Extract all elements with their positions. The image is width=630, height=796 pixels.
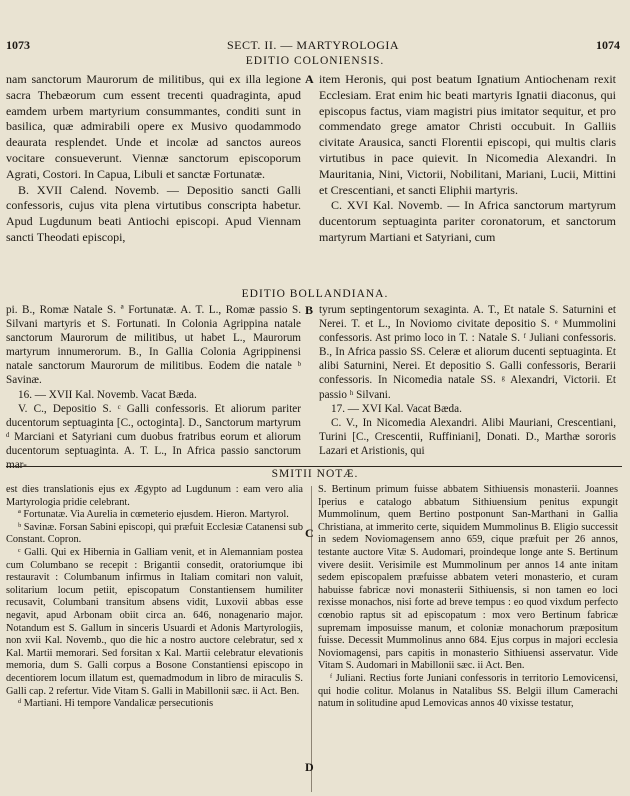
margin-letter: B (305, 303, 314, 317)
paragraph: C. XVI Kal. Novemb. — In Africa sanctorum martyrum ducentorum septuaginta pariter coronatorum, et sanctorum martyrum Martiani et Satyriani, cum (319, 198, 616, 244)
paragraph: pi. B., Romæ Natale S. ª Fortunatæ. A. T. L., Romæ passio S. Silvani martyris et S. Fortunati. In Colonia Agrippina natale sanctorum Maurorum de militibus, ut habet L., Maurorum martyrum innumerorum. B., In Gallia Colonia Agrippinensi natale sanctorum Maurorum de militibus. Eodem die natale ᵇ Savinæ. (6, 304, 301, 387)
coloniensis-left-column (6, 72, 301, 286)
margin-letter: A (305, 72, 314, 86)
note: est dies translationis ejus ex Ægypto ad Lugdunum : eam vero alia Martyrologia pridie celebrant. (6, 484, 303, 508)
page-number-right: 1074 (596, 38, 620, 52)
paragraph: B. XVII Calend. Novemb. — Depositio sancti Galli confessoris, cujus vita plena virtutibus conscripta habetur. Apud Lugdunum beati Antiochi episcopi. Apud Viennam sancti Theodati episcopi, (6, 182, 301, 244)
page-number-left: 1073 (6, 38, 30, 52)
note: ᵇ Savinæ. Forsan Sabini episcopi, qui præfuit Ecclesiæ Catanensi sub Constant. Copron. (6, 521, 303, 546)
notes-right-column (318, 484, 618, 796)
paragraph: nam sanctorum Maurorum de militibus, qui ex illa legione sacra Thebæorum cum essent trecenti quadraginta, apud eamdem urbem martyrium consummantes, conditi sunt in basilica, quæ admirabili opere ex Musivo quodammodo deaurata resplendet. Unde et incolæ ad sanctos aureos vocitare consueverunt. Viennæ sanctorum episcoporum Agrati, Costori. In Capua, Libuli et sanctæ Fortunatæ. (6, 72, 301, 181)
running-title: SECT. II. — MARTYROLOGIA (226, 38, 400, 52)
coloniensis-right-column (319, 72, 616, 286)
paragraph: 16. — XVII Kal. Novemb. Vacat Bæda. (18, 388, 197, 401)
running-head (6, 38, 620, 54)
note: S. Bertinum primum fuisse abbatem Sithiuensis monasterii. Joannes Iperius e catalogo abbatum Sithiuensium penitus expungit Mummolinum, quem Bertino postponunt San-Marthani in Gallia Christiana, at immerito certe, siquidem Mummolinus B. Eligio successit in sedem Noviomagensem anno 659, cique præfuit per 26 annos, testante auctore Vitæ S. Audomari, proindeque longe ante S. Bertinum vivere desiit. Verisimile est Mummolinum per annos 14 ante initam sedem episcopalem præfuisse abbatem veteri monasterio, et curam habuisse fabricæ novi monasterii Sithiuensis, si non tamen eo loci rexisse monachos, nisi forte ad breve tempus : eo quod vixdum perfecto cœnobio raptus sit ad episcopatum : mox vero Bertinum fabricæ supremam imposuisse manum, et coloniæ monachorum præpositum fuisse. Decessit Mummolinus anno 684. Ejus corpus in majori ecclesia Noviomagensi, pars capitis in monasterio Sithiuensi asservatur. Vide Vitam S. Audomari in Mabillonii sæc. ii Act. Ben. (318, 484, 618, 672)
note: ᵈ Martiani. Hi tempore Vandalicæ persecutionis (18, 698, 214, 710)
section-heading-coloniensis: EDITIO COLONIENSIS. (245, 55, 385, 67)
note: ᶠ Juliani. Rectius forte Juniani confessoris in territorio Lemovicensi, qui hodie colitur. Molanus in Natalibus SS. Belgii illum Camerachi natum in solitudine apud Lemovicas annos 40 vixisse testatur, (318, 672, 618, 710)
divider (6, 466, 622, 467)
margin-letter: D (305, 760, 314, 774)
paragraph: tyrum septingentorum sexaginta. A. T., Et natale S. Saturnini et Nerei. T. et L., In Noviomo civitate depositio S. ᵉ Mummolini confessoris. Ast primo loco in T. : Natale S. ᶠ Juliani confessoris. B., In Africa passio SS. Celeræ et aliorum ducenti septuaginta. Et alibi Saturnini, Nerei. Et depositio S. Galli confessoris, Berarii confessoris. In Nicomedia natale SS. ᵍ Alexandri, Victorii. Et passio ʰ Silvani. (319, 304, 616, 401)
notes-left-column (6, 484, 303, 796)
paragraph: C. V., In Nicomedia Alexandri. Alibi Mauriani, Crescentiani, Turini [C., Crescentii, Ruffiniani], Donati. D., Marthæ sororis Lazari et Aristionis, qui (319, 416, 616, 457)
paragraph: 17. — XVI Kal. Vacat Bæda. (331, 402, 462, 415)
note: ᶜ Galli. Qui ex Hibernia in Galliam venit, et in Alemanniam postea cum Columbano se recepit : Brigantii consedit, oratoriumque ibi restauravit : Columbanum infirmus in Italiam comitari non valuit, solitarium locum petiit, episcopatum Constantiensem humiliter recusavit, Columbani transitum absens vidit, Luxovii abbas esse negavit, apud Arbonam obiit circa an. 646, nonagenario major. Notandum est S. Gallum in sinceris Usuardi et Adonis Martyrologiis, non xvii Kal. Novemb., quo die hic a nostro auctore celebratur, sed x Kal. Martii memorari. Sed forsitan x Kal. Martii celebratur elevationis memoria, dum S. Galli corpus a Bosone Constantiensi episcopo in decentiorem locum illatum est, quemadmodum in libro de miraculis S. Galli cap. 2 refertur. Vide Vitam S. Galli in Mabillonii sæc. ii Act. Ben. (6, 546, 303, 697)
section-heading-smithi: SMITII NOTÆ. (271, 468, 359, 480)
bollandiana-right-column (319, 303, 616, 465)
section-heading-bollandiana: EDITIO BOLLANDIANA. (241, 288, 389, 300)
paragraph: item Heronis, qui post beatum Ignatium Antiochenam rexit Ecclesiam. Erat enim hic beati martyris Ignatii diaconus, qui episcopus factus, viam magistri pius imitator sequitur, et pro commendato grege amator Christi occubuit. In Galliis civitate Arausica, sancti Florentii episcopi, qui multis claris virtutibus in pace quievit. In Nicomedia Alexandri. In Mauritania, Nini, Victorii, Nobilitani, Mariani, Lucii, Mittini et Crescentiani, et sancti Eliphii martyris. (319, 72, 616, 197)
margin-letter: C (305, 526, 314, 540)
bollandiana-left-column (6, 303, 301, 472)
note: ª Fortunatæ. Via Aurelia in cœmeterio ejusdem. Hieron. Martyrol. (18, 509, 289, 521)
paragraph: V. C., Depositio S. ᶜ Galli confessoris. Et aliorum pariter ducentorum septuaginta [C., octoginta]. D., Sanctorum martyrum ᵈ Marciani et Satyriani cum duobus fratribus eorum et aliorum ducentorum septuaginta. A. T. L., In Africa passio sanctorum mar- (6, 402, 301, 472)
